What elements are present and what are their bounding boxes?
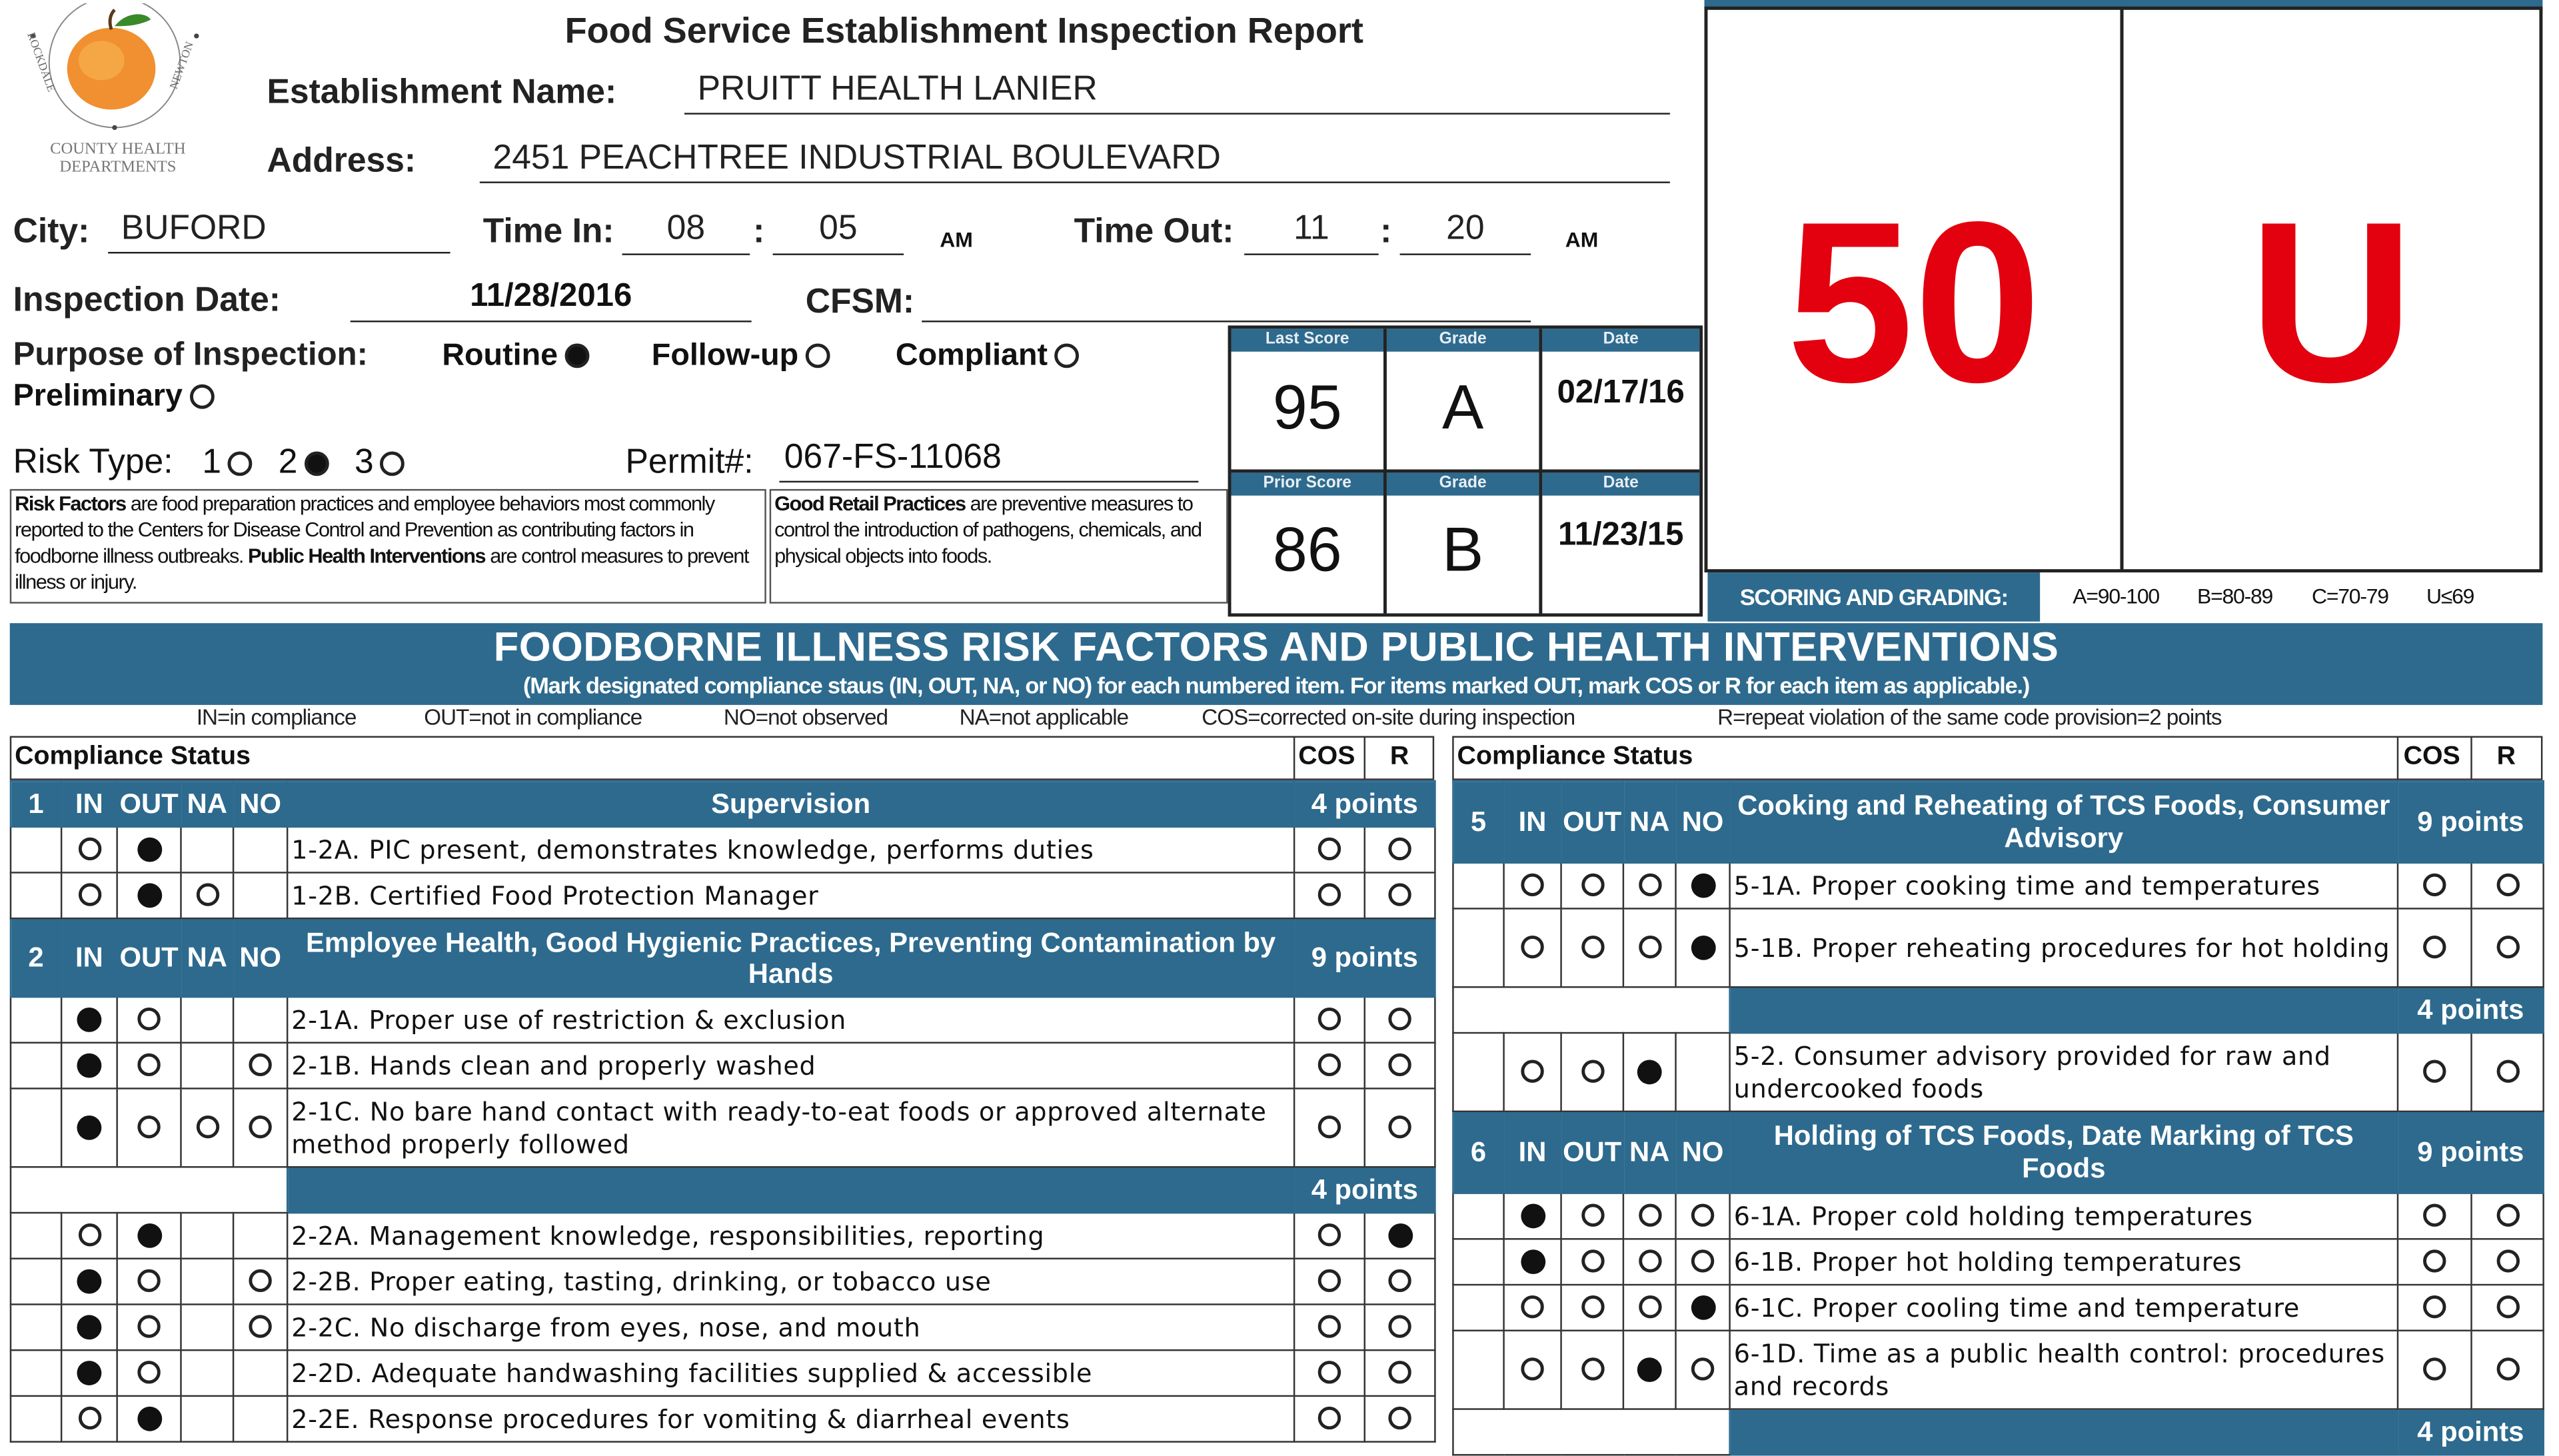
section-number: 6 <box>1453 1111 1503 1193</box>
no-radio[interactable] <box>249 1054 271 1076</box>
risk-type-label: Risk Type: <box>13 443 173 481</box>
prior-date-header: Date <box>1542 472 1699 495</box>
no-radio-selected[interactable] <box>1691 873 1715 898</box>
cos-radio[interactable] <box>1318 1361 1341 1384</box>
r-radio[interactable] <box>2496 874 2518 896</box>
out-radio[interactable] <box>137 1361 160 1384</box>
address-label: Address: <box>267 142 417 180</box>
establishment-label: Establishment Name: <box>267 73 617 111</box>
cos-radio[interactable] <box>2423 1060 2446 1083</box>
item-description: 5-1A. Proper cooking time and temperatures <box>1730 863 2398 909</box>
item-description: 2-2A. Management knowledge, responsibilities, reporting <box>287 1213 1294 1259</box>
subsection-points-row <box>1453 987 2543 1033</box>
col-in: IN <box>1504 781 1561 863</box>
no-radio[interactable] <box>1691 1250 1714 1273</box>
section-number: 1 <box>11 781 61 827</box>
risk-factors-note-text <box>15 490 764 595</box>
section-title: Holding of TCS Foods, Date Marking of TCS Foods <box>1730 1111 2398 1193</box>
table-row <box>1453 908 2543 987</box>
in-radio[interactable] <box>1521 1358 1543 1381</box>
r-radio[interactable] <box>1388 884 1411 906</box>
in-radio-selected[interactable] <box>1520 1203 1545 1228</box>
left-r-header: R <box>1389 742 1409 771</box>
public-health-desc: are control measures to prevent illness or injury. <box>15 544 749 594</box>
table-row <box>1453 1033 2543 1111</box>
purpose-preliminary-label: Preliminary <box>13 379 183 414</box>
out-radio[interactable] <box>1581 936 1603 959</box>
time-in-minute[interactable]: 05 <box>773 209 904 255</box>
r-radio-selected[interactable] <box>1387 1223 1412 1247</box>
r-radio[interactable] <box>2496 1204 2518 1227</box>
table-row <box>11 872 1435 918</box>
prior-score-value: 86 <box>1272 516 1342 586</box>
final-score: 50 <box>1786 173 2042 430</box>
risk-2-label: 2 <box>278 443 298 481</box>
purpose-preliminary-option[interactable] <box>13 379 214 415</box>
header-divider <box>2397 736 2398 780</box>
cos-radio[interactable] <box>2423 936 2446 959</box>
purpose-followup-radio[interactable] <box>805 345 830 369</box>
scale-c: C=70-79 <box>2312 584 2388 609</box>
cos-radio[interactable] <box>1318 884 1341 906</box>
subsection-points: 4 points <box>2398 1409 2544 1455</box>
item-description: 6-1C. Proper cooling time and temperature <box>1730 1285 2398 1331</box>
table-row <box>11 1088 1435 1167</box>
section-header-cooking <box>1453 781 2543 863</box>
left-cos-header: COS <box>1298 742 1355 771</box>
col-out: OUT <box>117 781 181 827</box>
subsection-points-row <box>1453 1409 2543 1455</box>
section-subtitle: (Mark designated compliance staus (IN, OUT, NA, or NO) for each numbered item. For items marked OUT, mark COS or R for each item as applicable.) <box>523 672 2030 699</box>
r-radio[interactable] <box>1388 1361 1411 1384</box>
item-description: 5-1B. Proper reheating procedures for hot holding <box>1730 908 2398 987</box>
purpose-followup-option[interactable] <box>652 339 830 374</box>
table-row <box>11 997 1435 1043</box>
cos-radio[interactable] <box>1318 838 1341 860</box>
risk-3-label: 3 <box>355 443 374 481</box>
time-in-label: Time In: <box>482 213 614 251</box>
permit-label: Permit#: <box>625 443 754 481</box>
na-radio[interactable] <box>1638 1204 1661 1227</box>
table-row <box>11 1213 1435 1259</box>
item-description: 6-1B. Proper hot holding temperatures <box>1730 1239 2398 1285</box>
out-radio[interactable] <box>137 1269 160 1292</box>
out-radio[interactable] <box>1581 874 1603 896</box>
item-description: 2-2E. Response procedures for vomiting & diarrheal events <box>287 1396 1294 1442</box>
in-radio-selected[interactable] <box>77 1315 101 1339</box>
cos-radio[interactable] <box>1318 1407 1341 1430</box>
good-retail-term: Good Retail Practices <box>774 492 966 516</box>
na-radio[interactable] <box>196 884 219 906</box>
table-row <box>1453 1193 2543 1239</box>
legend-in: IN=in compliance <box>196 704 357 730</box>
cos-radio[interactable] <box>2423 1204 2446 1227</box>
no-radio[interactable] <box>249 1116 271 1139</box>
last-date-header: Date <box>1542 329 1699 351</box>
na-radio-selected[interactable] <box>1637 1060 1662 1084</box>
inspection-date-label: Inspection Date: <box>13 281 281 319</box>
cos-radio[interactable] <box>1318 1224 1341 1247</box>
col-out: OUT <box>117 918 181 997</box>
na-radio[interactable] <box>1638 936 1661 959</box>
out-radio-selected[interactable] <box>137 883 161 908</box>
section-number: 5 <box>1453 781 1503 863</box>
purpose-compliant-option[interactable] <box>896 339 1079 374</box>
out-radio[interactable] <box>1581 1060 1603 1083</box>
item-description: 2-1A. Proper use of restriction & exclusion <box>287 997 1294 1043</box>
logo-ring-right: NEWTON <box>167 39 197 91</box>
legend-na: NA=not applicable <box>959 704 1129 730</box>
cos-radio[interactable] <box>1318 1269 1341 1292</box>
in-radio[interactable] <box>78 838 101 860</box>
risk-factors-desc: are food preparation practices and employee behaviors most commonly reported to the Centers for Disease Control and Prevention as contributing factors in foodborne illness outbreaks. <box>15 492 714 568</box>
out-radio-selected[interactable] <box>137 1406 161 1431</box>
risk-factors-term: Risk Factors <box>15 492 126 516</box>
good-retail-note-text <box>774 490 1225 569</box>
section-title: Cooking and Reheating of TCS Foods, Consumer Advisory <box>1730 781 2398 863</box>
cos-radio[interactable] <box>1318 1054 1341 1076</box>
time-out-hour[interactable]: 11 <box>1244 209 1378 255</box>
cfsm-field[interactable] <box>922 278 1531 322</box>
table-row <box>11 1350 1435 1396</box>
establishment-field[interactable]: PRUITT HEALTH LANIER <box>684 71 1670 115</box>
in-radio[interactable] <box>1521 1060 1543 1083</box>
cos-radio[interactable] <box>1318 1315 1341 1338</box>
in-radio[interactable] <box>78 884 101 906</box>
right-cos-header: COS <box>2403 742 2460 771</box>
table-row <box>11 1304 1435 1350</box>
time-in-ampm: AM <box>940 227 973 252</box>
na-radio[interactable] <box>1638 1250 1661 1273</box>
out-radio-selected[interactable] <box>137 837 161 862</box>
purpose-preliminary-radio[interactable] <box>189 385 214 410</box>
section-header-employee-health <box>11 918 1435 997</box>
time-in-hour[interactable]: 08 <box>622 209 750 255</box>
section-header-holding <box>1453 1111 2543 1193</box>
table-row <box>1453 863 2543 909</box>
scale-u: U≤69 <box>2426 584 2474 609</box>
col-out: OUT <box>1561 1111 1623 1193</box>
prior-date-value: 11/23/15 <box>1557 516 1684 553</box>
cos-radio[interactable] <box>2423 1250 2446 1273</box>
table-row <box>1453 1239 2543 1285</box>
time-out-ampm: AM <box>1565 227 1599 252</box>
in-radio[interactable] <box>78 1224 101 1247</box>
header-divider <box>1293 736 1295 780</box>
scoring-label: SCORING AND GRADING: <box>1707 572 2040 622</box>
legend-r: R=repeat violation of the same code provision=2 points <box>1717 704 2222 730</box>
purpose-compliant-label: Compliant <box>895 339 1048 373</box>
cos-radio[interactable] <box>2423 1296 2446 1319</box>
section-points: 9 points <box>1294 918 1435 997</box>
legend-out: OUT=not in compliance <box>424 704 642 730</box>
subsection-points-row <box>11 1167 1435 1213</box>
section-title: Employee Health, Good Hygienic Practices, Preventing Contamination by Hands <box>287 918 1294 997</box>
col-in: IN <box>61 781 117 827</box>
scale-a: A=90-100 <box>2073 584 2159 609</box>
county-logo <box>19 3 216 187</box>
purpose-routine-radio[interactable] <box>564 345 589 369</box>
out-radio-selected[interactable] <box>137 1223 161 1247</box>
legend-no: NO=not observed <box>723 704 888 730</box>
out-radio[interactable] <box>1581 1250 1603 1273</box>
no-radio[interactable] <box>1691 1358 1714 1381</box>
item-description: 2-1C. No bare hand contact with ready-to-eat foods or approved alternate method properly followed <box>287 1088 1294 1167</box>
section-number: 2 <box>11 918 61 997</box>
left-compliance-status-header: Compliance Status <box>15 742 251 771</box>
no-radio[interactable] <box>1691 1204 1714 1227</box>
permit-field[interactable]: 067-FS-11068 <box>779 438 1198 482</box>
col-na: NA <box>181 918 233 997</box>
section-header-supervision <box>11 781 1435 827</box>
col-out: OUT <box>1561 781 1623 863</box>
item-description: 2-2D. Adequate handwashing facilities supplied & accessible <box>287 1350 1294 1396</box>
risk-type-group <box>13 443 405 482</box>
no-radio[interactable] <box>249 1269 271 1292</box>
cos-radio[interactable] <box>1318 1116 1341 1139</box>
in-radio-selected[interactable] <box>1520 1249 1545 1274</box>
section-points: 4 points <box>1294 781 1435 827</box>
last-score-header: Last Score <box>1232 329 1383 351</box>
r-radio[interactable] <box>1388 1269 1411 1292</box>
left-compliance-table <box>10 780 1436 1443</box>
r-radio[interactable] <box>2496 1296 2518 1319</box>
in-radio-selected[interactable] <box>77 1361 101 1385</box>
final-grade: U <box>2248 173 2414 430</box>
out-radio[interactable] <box>137 1054 160 1076</box>
time-in-colon: : <box>753 213 765 251</box>
report-title: Food Service Establishment Inspection Report <box>564 9 1363 51</box>
col-no: NO <box>1676 781 1730 863</box>
time-out-colon: : <box>1380 213 1392 251</box>
no-radio[interactable] <box>249 1315 271 1338</box>
out-radio[interactable] <box>1581 1296 1603 1319</box>
na-radio[interactable] <box>1638 1296 1661 1319</box>
in-radio-selected[interactable] <box>77 1115 101 1139</box>
legend-cos: COS=corrected on-site during inspection <box>1202 704 1575 730</box>
city-label: City: <box>13 213 90 251</box>
in-radio[interactable] <box>1521 874 1543 896</box>
in-radio[interactable] <box>78 1407 101 1430</box>
in-radio[interactable] <box>1521 1296 1543 1319</box>
time-out-minute[interactable]: 20 <box>1400 209 1531 255</box>
in-radio-selected[interactable] <box>77 1007 101 1032</box>
item-description: 2-2B. Proper eating, tasting, drinking, or tobacco use <box>287 1259 1294 1305</box>
section-title: Supervision <box>287 781 1294 827</box>
address-field[interactable]: 2451 PEACHTREE INDUSTRIAL BOULEVARD <box>480 139 1670 183</box>
prior-grade-value: B <box>1441 516 1484 586</box>
table-row <box>1453 1285 2543 1331</box>
good-retail-desc: are preventive measures to control the introduction of pathogens, chemicals, and physical objects into foods. <box>774 492 1202 568</box>
purpose-compliant-radio[interactable] <box>1054 345 1079 369</box>
na-radio-selected[interactable] <box>1637 1357 1662 1382</box>
na-radio[interactable] <box>196 1116 219 1139</box>
public-health-term: Public Health Interventions <box>248 544 486 568</box>
r-radio[interactable] <box>1388 1407 1411 1430</box>
r-radio[interactable] <box>2496 1060 2518 1083</box>
col-na: NA <box>1623 1111 1676 1193</box>
no-radio-selected[interactable] <box>1691 1295 1715 1319</box>
r-radio[interactable] <box>1388 1008 1411 1031</box>
r-radio[interactable] <box>2496 1358 2518 1381</box>
purpose-routine-label: Routine <box>442 339 558 373</box>
last-score-value: 95 <box>1272 374 1342 444</box>
logo-ring-left: ROCKDALE <box>24 30 58 94</box>
purpose-label: Purpose of Inspection: <box>13 337 369 373</box>
item-description: 1-2A. PIC present, demonstrates knowledge, performs duties <box>287 827 1294 873</box>
r-radio[interactable] <box>1388 1116 1411 1139</box>
out-radio[interactable] <box>1581 1358 1603 1381</box>
grid-divider <box>1232 469 1700 472</box>
out-radio[interactable] <box>1581 1204 1603 1227</box>
risk-1-radio[interactable] <box>228 451 253 476</box>
purpose-followup-label: Follow-up <box>651 339 799 373</box>
in-radio[interactable] <box>1521 936 1543 959</box>
col-na: NA <box>181 781 233 827</box>
col-in: IN <box>61 918 117 997</box>
inspection-date-field[interactable]: 11/28/2016 <box>351 278 752 322</box>
cos-radio[interactable] <box>1318 1008 1341 1031</box>
na-radio[interactable] <box>1638 874 1661 896</box>
table-row <box>11 827 1435 873</box>
item-description: 1-2B. Certified Food Protection Manager <box>287 872 1294 918</box>
purpose-routine-option[interactable] <box>442 339 588 374</box>
cos-radio[interactable] <box>2423 1358 2446 1381</box>
table-row <box>11 1043 1435 1089</box>
risk-3-radio[interactable] <box>381 451 405 476</box>
section-title: FOODBORNE ILLNESS RISK FACTORS AND PUBLIC HEALTH INTERVENTIONS <box>493 624 2059 671</box>
last-date-value: 02/17/16 <box>1557 374 1685 411</box>
cos-radio[interactable] <box>2423 874 2446 896</box>
prior-grade-header: Grade <box>1387 472 1539 495</box>
r-radio[interactable] <box>1388 838 1411 860</box>
item-description: 6-1D. Time as a public health control: procedures and records <box>1730 1331 2398 1409</box>
col-in: IN <box>1504 1111 1561 1193</box>
city-field[interactable]: BUFORD <box>108 209 450 253</box>
in-radio-selected[interactable] <box>77 1269 101 1293</box>
col-na: NA <box>1623 781 1676 863</box>
logo-text: COUNTY HEALTH DEPARTMENTS <box>50 141 186 177</box>
r-radio[interactable] <box>1388 1054 1411 1076</box>
in-radio-selected[interactable] <box>77 1053 101 1078</box>
header-divider <box>1364 736 1365 780</box>
item-description: 2-1B. Hands clean and properly washed <box>287 1043 1294 1089</box>
cfsm-label: CFSM: <box>805 283 915 321</box>
r-radio[interactable] <box>1388 1315 1411 1338</box>
subsection-points: 4 points <box>1294 1167 1435 1213</box>
prior-score-header: Prior Score <box>1232 472 1383 495</box>
r-radio[interactable] <box>2496 936 2518 959</box>
header-divider <box>2470 736 2472 780</box>
last-grade-header: Grade <box>1387 329 1539 351</box>
col-no: NO <box>233 918 287 997</box>
right-r-header: R <box>2496 742 2516 771</box>
item-description: 5-2. Consumer advisory provided for raw and undercooked foods <box>1730 1033 2398 1111</box>
scale-b: B=80-89 <box>2197 584 2273 609</box>
right-compliance-status-header: Compliance Status <box>1457 742 1693 771</box>
no-radio-selected[interactable] <box>1691 935 1715 960</box>
right-compliance-table <box>1452 780 2544 1456</box>
time-out-label: Time Out: <box>1074 213 1234 251</box>
last-grade-value: A <box>1441 374 1484 444</box>
section-points: 9 points <box>2398 1111 2544 1193</box>
out-radio[interactable] <box>137 1116 160 1139</box>
subsection-points: 4 points <box>2398 987 2544 1033</box>
col-no: NO <box>233 781 287 827</box>
r-radio[interactable] <box>2496 1250 2518 1273</box>
section-points: 9 points <box>2398 781 2544 863</box>
table-row <box>11 1259 1435 1305</box>
abbreviation-legend <box>10 705 2543 734</box>
out-radio[interactable] <box>137 1315 160 1338</box>
risk-1-label: 1 <box>202 443 222 481</box>
item-description: 2-2C. No discharge from eyes, nose, and mouth <box>287 1304 1294 1350</box>
risk-2-radio[interactable] <box>304 451 329 476</box>
table-row <box>11 1396 1435 1442</box>
out-radio[interactable] <box>137 1008 160 1031</box>
table-row <box>1453 1331 2543 1409</box>
item-description: 6-1A. Proper cold holding temperatures <box>1730 1193 2398 1239</box>
col-no: NO <box>1676 1111 1730 1193</box>
